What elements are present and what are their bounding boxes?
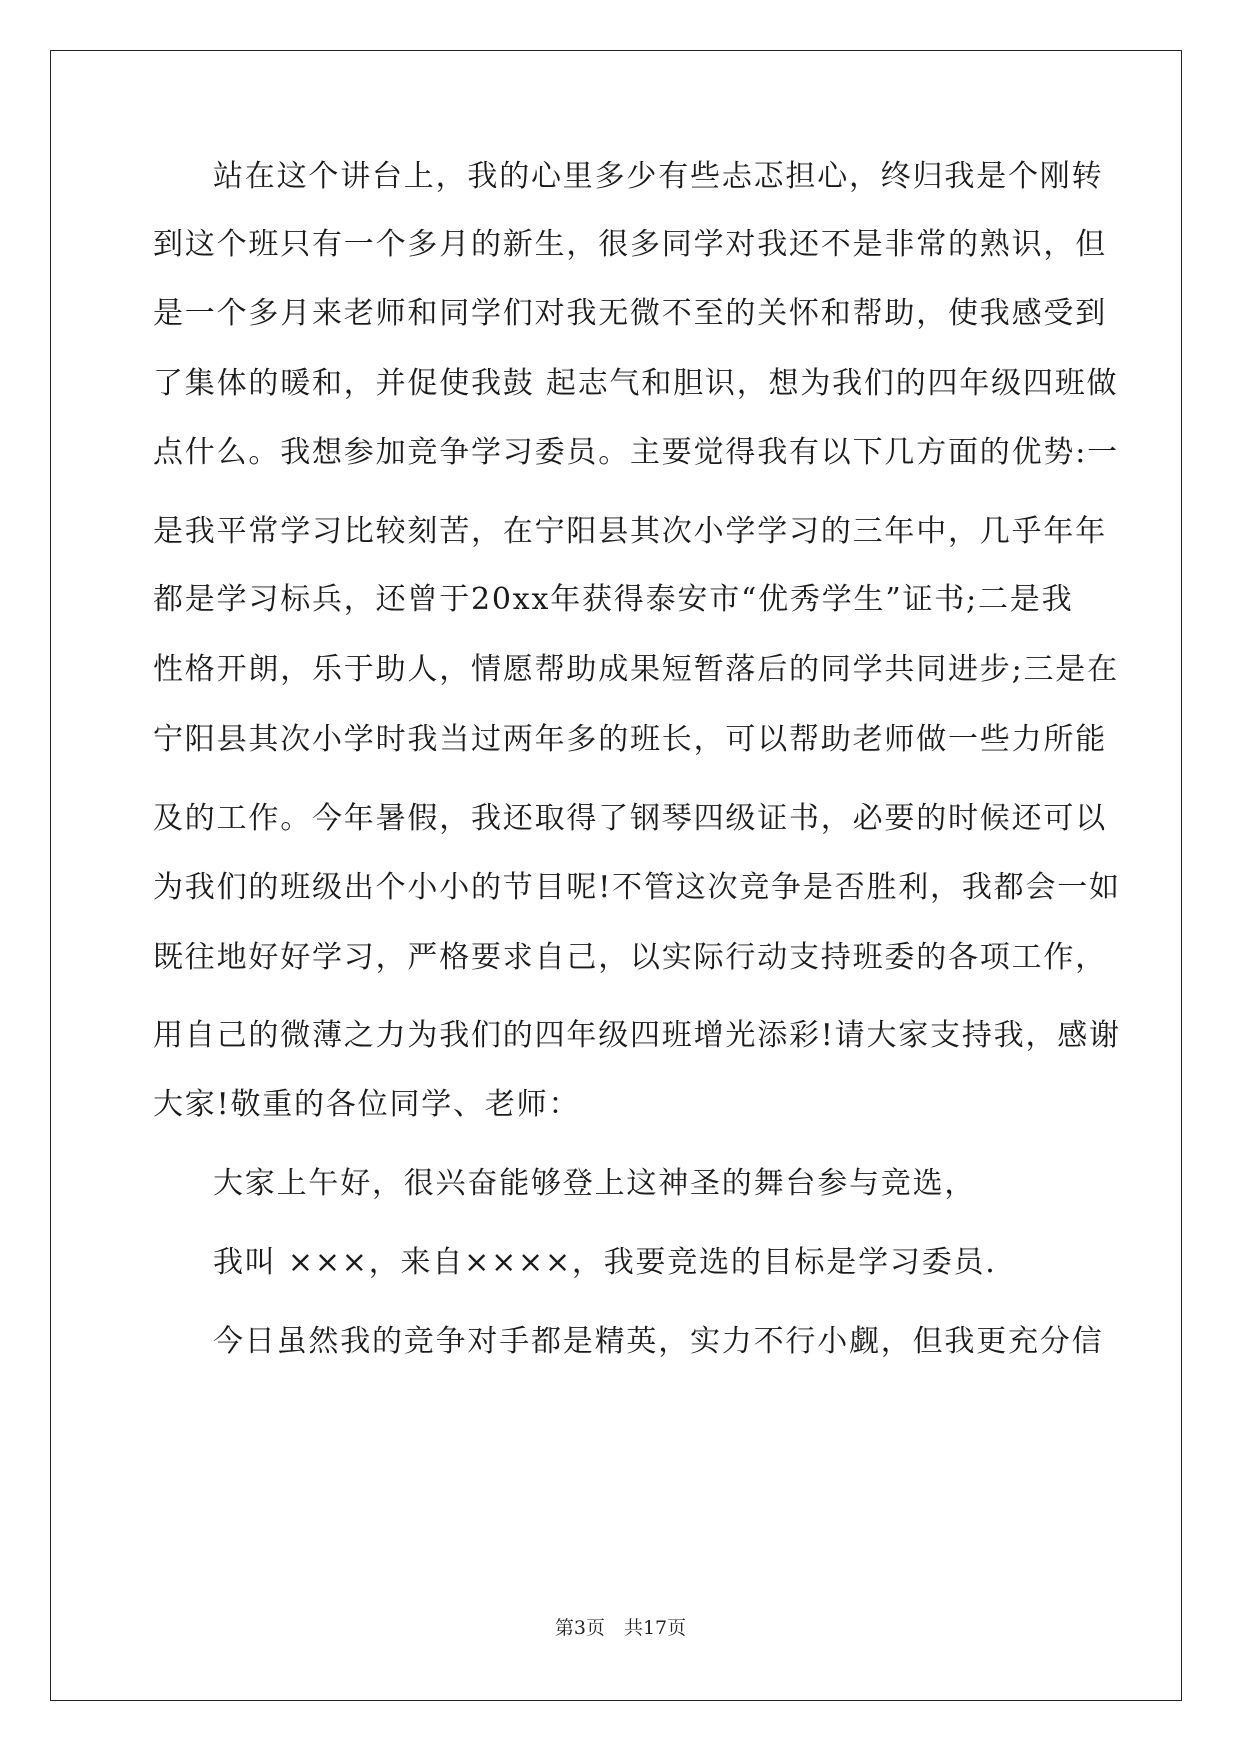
body-text-line: 今日虽然我的竞争对手都是精英，实力不行小觑，但我更充分信 [213, 1324, 1104, 1359]
body-text-line: 宁阳县其次小学时我当过两年多的班长，可以帮助老师做一些力所能 [153, 722, 1107, 757]
body-text-line: 大家上午好，很兴奋能够登上这神圣的舞台参与竞选， [213, 1166, 977, 1201]
body-text-line: 既往地好好学习，严格要求自己，以实际行动支持班委的各项工作， [153, 940, 1107, 975]
body-text-line: 站在这个讲台上，我的心里多少有些忐忑担心，终归我是个刚转 [213, 159, 1104, 194]
body-text-line: 点什么。我想参加竞争学习委员。主要觉得我有以下几方面的优势:一 [153, 435, 1119, 470]
body-text-line: 都是学习标兵，还曾于20xx年获得泰安市“优秀学生”证书;二是我 [153, 582, 1074, 617]
body-text-line: 是我平常学习比较刻苦，在宁阳县其次小学学习的三年中，几乎年年 [153, 514, 1107, 549]
body-text-line: 了集体的暖和，并促使我鼓 起志气和胆识，想为我们的四年级四班做 [153, 366, 1119, 401]
body-text-line: 性格开朗，乐于助人，情愿帮助成果短暂落后的同学共同进步;三是在 [153, 652, 1119, 687]
body-text-line: 用自己的微薄之力为我们的四年级四班增光添彩!请大家支持我，感谢 [153, 1018, 1121, 1053]
page-number: 第3页 共17页 [554, 1617, 687, 1639]
body-text-line: 及的工作。今年暑假，我还取得了钢琴四级证书，必要的时候还可以 [153, 801, 1107, 836]
body-text-line: 是一个多月来老师和同学们对我无微不至的关怀和帮助，使我感受到 [153, 296, 1107, 331]
body-text-line: 我叫 ×××，来自××××，我要竞选的目标是学习委员. [213, 1245, 997, 1280]
body-text-line: 大家!敬重的各位同学、老师： [153, 1087, 581, 1122]
body-text-line: 为我们的班级出个小小的节目呢!不管这次竞争是否胜利，我都会一如 [153, 870, 1121, 905]
body-text-line: 到这个班只有一个多月的新生，很多同学对我还不是非常的熟识，但 [153, 227, 1107, 262]
